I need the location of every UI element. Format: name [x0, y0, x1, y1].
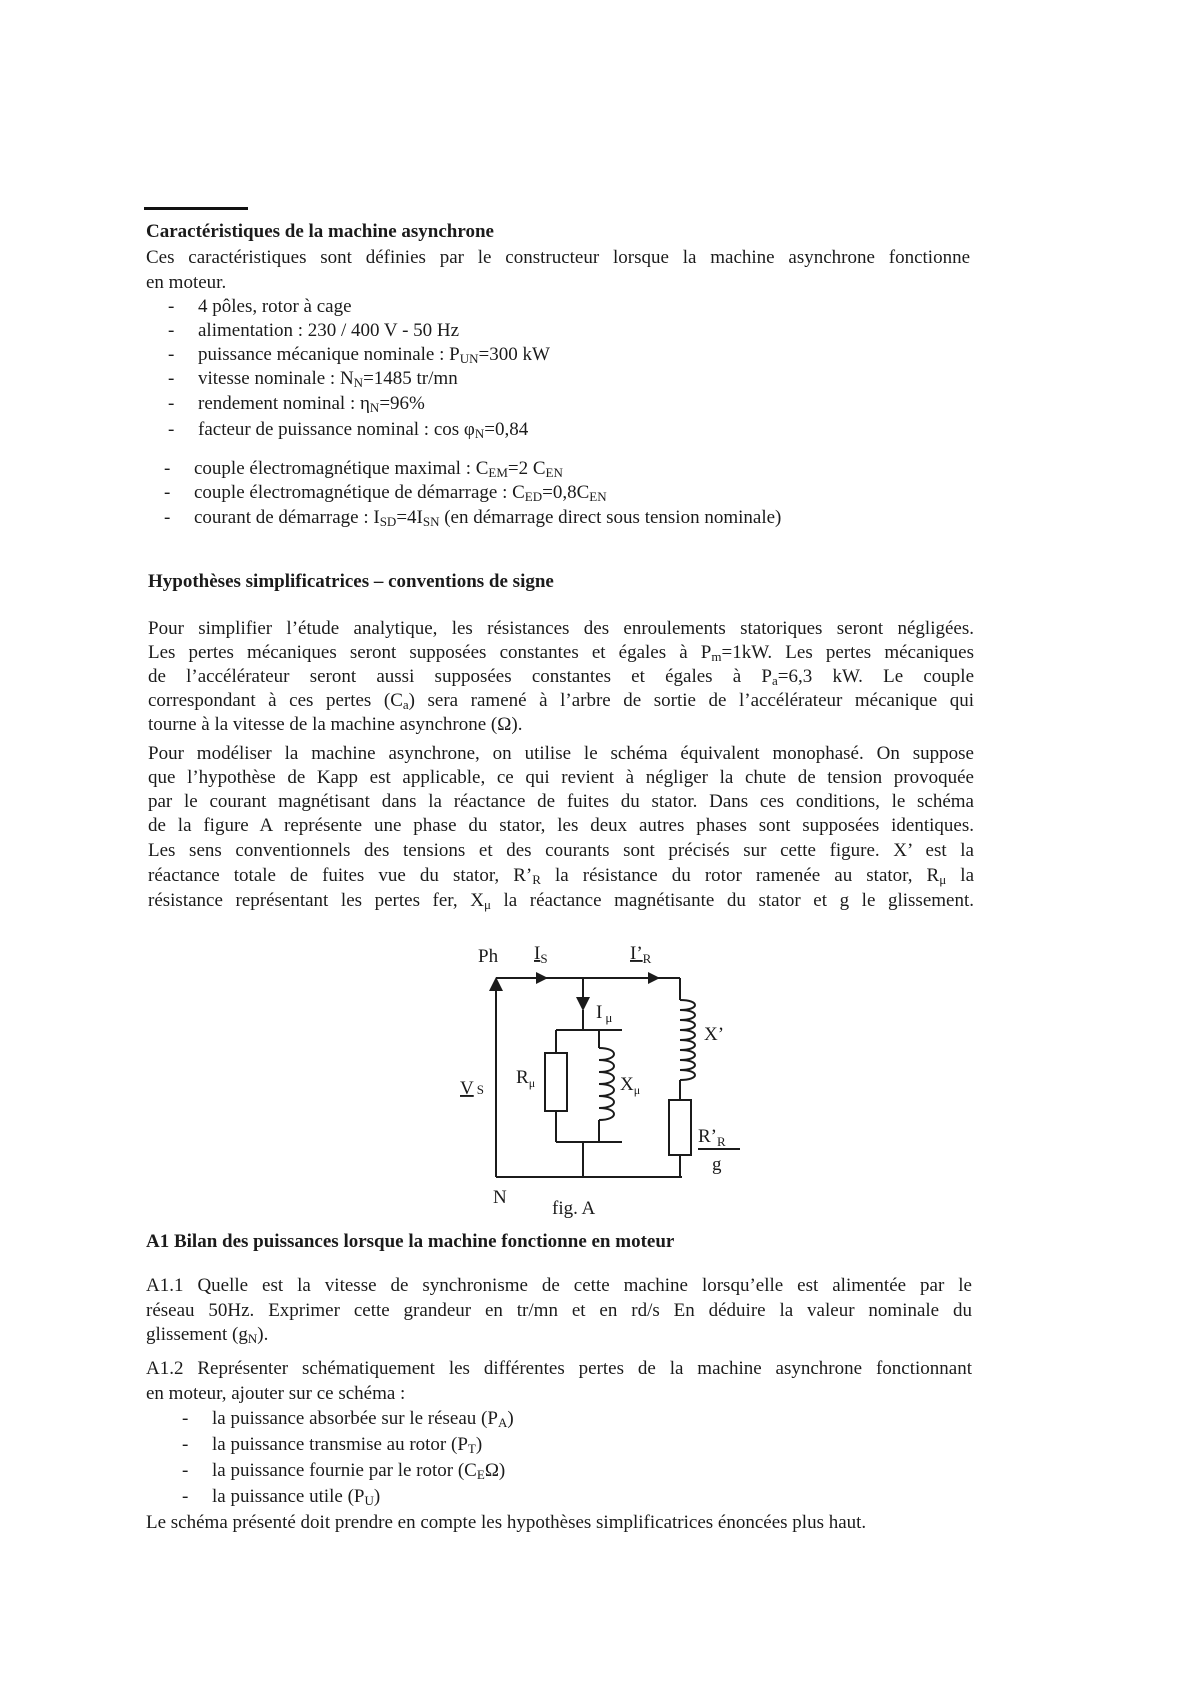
- question-line: A1.1 Quelle est la vitesse de synchronisme de cette machine lorsqu’elle est alimentée par le: [146, 1275, 972, 1296]
- section-title-characteristics: Caractéristiques de la machine asynchrone: [146, 221, 494, 242]
- list-item: - facteur de puissance nominal : $\cos \varphi_N=0,84$: [168, 419, 529, 441]
- paragraph-line: de l’accélérateur seront aussi supposées constantes et égales à $P_a=6,3$ kW. Le couple: [148, 666, 975, 688]
- paragraph-line: Les pertes mécaniques seront supposées constantes et égales à $P_m=1kW$. Les pertes mécaniques: [148, 642, 974, 664]
- slip-label: g: [712, 1154, 722, 1175]
- paragraph-line: par le courant magnétisant dans la réactance de fuites du stator. Dans ces conditions, le schéma: [148, 791, 974, 812]
- intro-line-1: Ces caractéristiques sont définies par le constructeur lorsque la machine asynchrone fonctionne: [146, 247, 970, 268]
- list-item: - 4 pôles, rotor à cage: [168, 296, 352, 317]
- question-line: en moteur, ajouter sur ce schéma :: [146, 1383, 406, 1404]
- list-item: - rendement nominal : $\eta_N=96\%$: [168, 393, 425, 415]
- question-line: glissement $(g_N)$.: [146, 1324, 269, 1346]
- list-item: - couple électromagnétique maximal : $C_{EM}=2$ $C_{EN}$: [164, 458, 563, 480]
- rr-label: $R’_R$: [698, 1126, 726, 1149]
- paragraph-line: Pour modéliser la machine asynchrone, on utilise le schéma équivalent monophasé. On suppose: [148, 743, 974, 764]
- list-item: - vitesse nominale : $N_N=1485$ tr/mn: [168, 368, 458, 390]
- closing-line: Le schéma présenté doit prendre en compte les hypothèses simplificatrices énoncées plus haut.: [146, 1512, 867, 1533]
- paragraph-line: Pour simplifier l’étude analytique, les résistances des enroulements statoriques seront négligées.: [148, 618, 974, 639]
- section-title-power-balance: A1 Bilan des puissances lorsque la machine fonctionne en moteur: [146, 1231, 675, 1252]
- list-item: - la puissance fournie par le rotor $(C_E\Omega)$: [182, 1460, 506, 1482]
- xprime-label: X’: [704, 1024, 725, 1045]
- list-item: - alimentation : 230 / 400 V - 50 Hz: [168, 320, 460, 341]
- question-line: réseau 50Hz. Exprimer cette grandeur en tr/mn et en rd/s En déduire la valeur nominale du: [146, 1300, 972, 1321]
- question-line: A1.2 Représenter schématiquement les différentes pertes de la machine asynchrone fonctionnant: [146, 1358, 972, 1379]
- intro-line-2: en moteur.: [146, 272, 227, 293]
- rmu-label: $R_\mu$: [516, 1067, 536, 1090]
- xmu-label: $X_\mu$: [620, 1074, 641, 1097]
- paragraph-line: réactance totale de fuites vue du stator, $R’_R$ la résistance du rotor ramenée au stator, $R_\mu$ la: [148, 865, 975, 887]
- paragraph-line: résistance représentant les pertes fer, $X_\mu$ la réactance magnétisante du stator et g le glissement.: [148, 890, 974, 912]
- paragraph-line: de la figure A représente une phase du stator, les deux autres phases sont supposées identiques.: [148, 815, 974, 836]
- paragraph-line: que l’hypothèse de Kapp est applicable, ce qui revient à négliger la chute de tension provoquée: [148, 767, 974, 788]
- ir-label: $I’_R$: [630, 943, 652, 966]
- phase-label: Ph: [478, 946, 499, 967]
- imu-label: I $_\mu$: [596, 1002, 613, 1025]
- paragraph-line: Les sens conventionnels des tensions et des courants sont précisés sur cette figure. X’ est la: [148, 840, 974, 861]
- list-item: - la puissance utile $(P_U)$: [182, 1486, 381, 1508]
- is-label: $I_S$: [534, 943, 548, 966]
- list-item: - couple électromagnétique de démarrage : $C_{ED}=0,8C_{EN}$: [164, 482, 607, 504]
- list-item: - courant de démarrage : $I_{SD}=4I_{SN}$ (en démarrage direct sous tension nominale): [164, 507, 782, 529]
- figure-caption: fig. A: [552, 1198, 596, 1219]
- list-item: - la puissance absorbée sur le réseau $(P_A)$: [182, 1408, 514, 1430]
- list-item: - puissance mécanique nominale : $P_{UN}=300$ kW: [168, 344, 550, 366]
- paragraph-line: correspondant à ces pertes $(C_a)$ sera ramené à l’arbre de sortie de l’accélérateur mécanique qui: [148, 690, 974, 712]
- list-item: - la puissance transmise au rotor $(P_T)$: [182, 1434, 483, 1456]
- section-title-hypotheses: Hypothèses simplificatrices – conventions de signe: [148, 571, 554, 592]
- neutral-label: N: [493, 1187, 507, 1208]
- paragraph-line: tourne à la vitesse de la machine asynchrone (Ω).: [148, 714, 523, 735]
- vs-label: V S: [460, 1078, 484, 1099]
